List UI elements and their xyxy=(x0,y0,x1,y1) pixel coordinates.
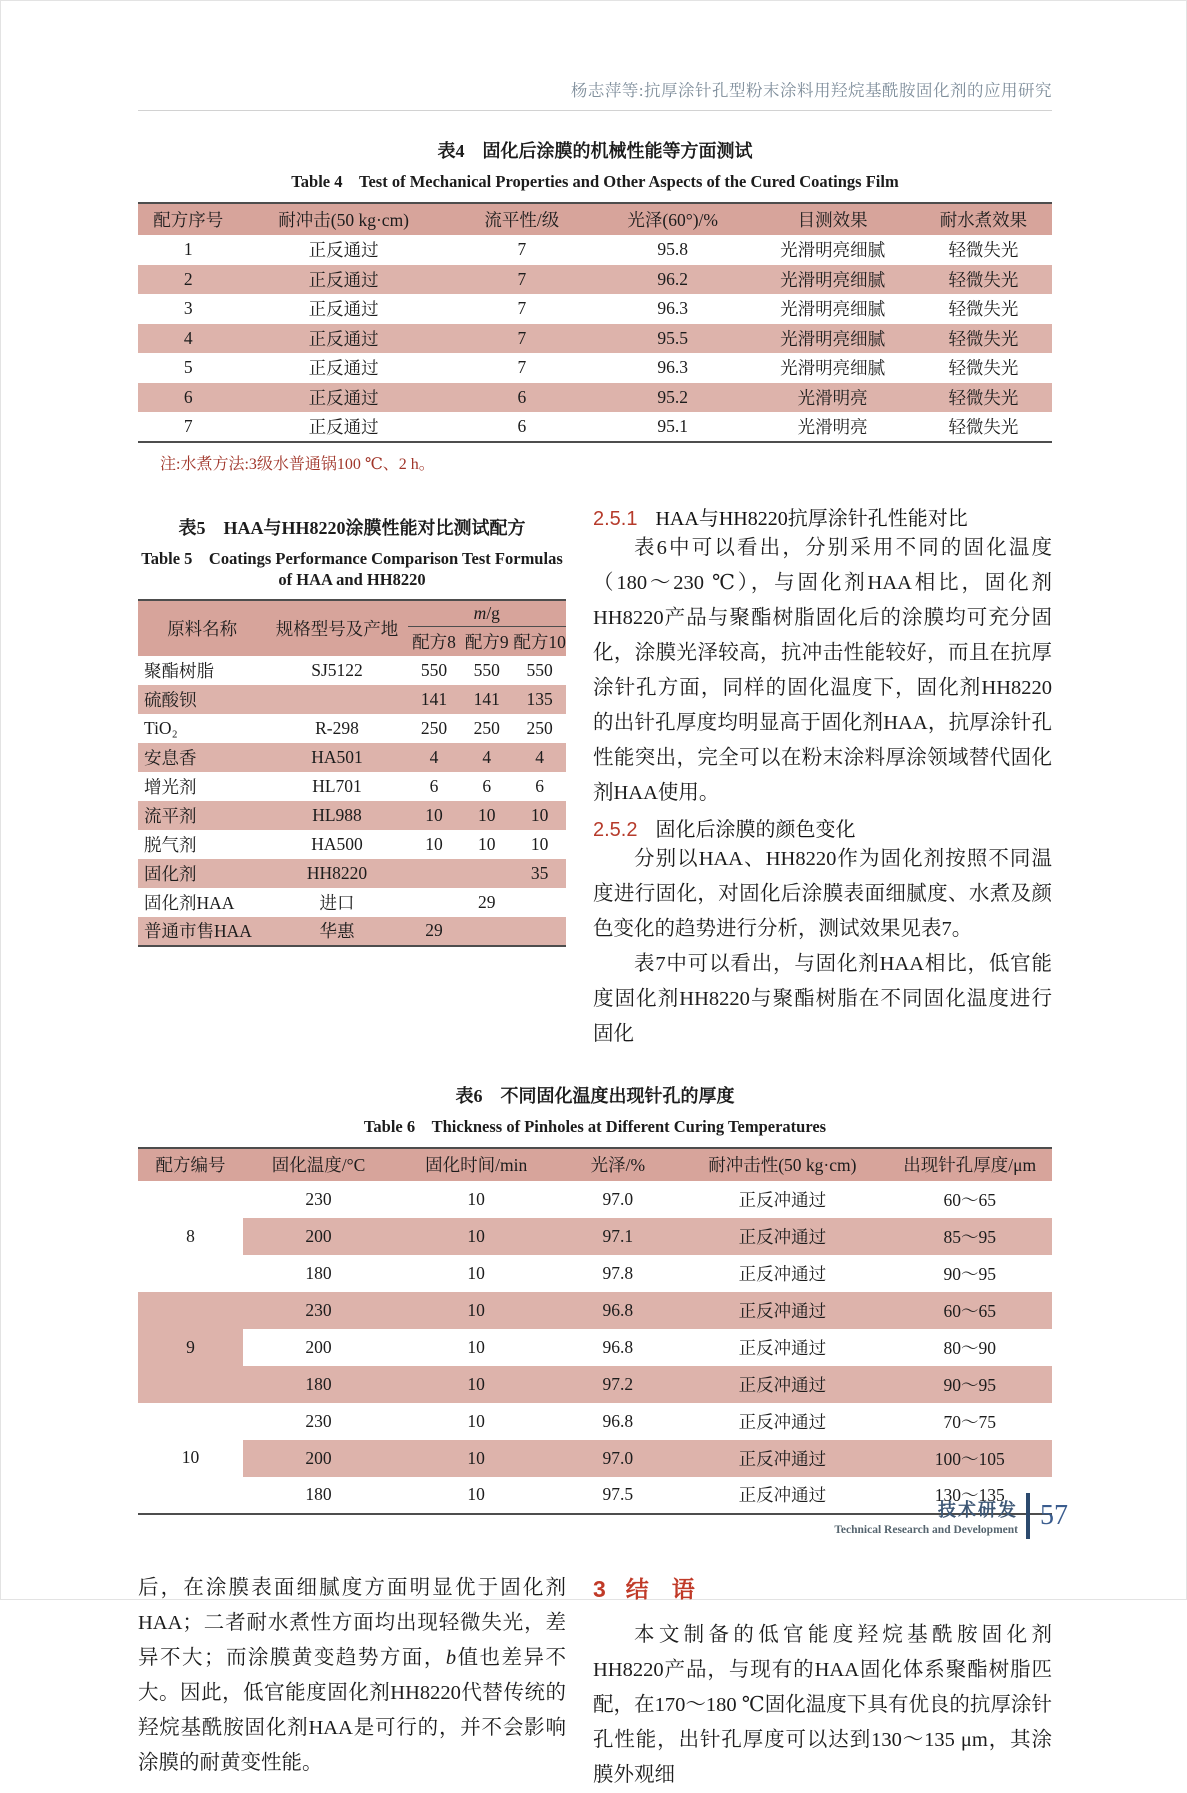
table-cell: 250 xyxy=(526,717,553,738)
table-cell: 60～65 xyxy=(887,1292,1052,1329)
table6-header xyxy=(138,1148,1052,1181)
table-cell: 95.5 xyxy=(595,324,750,354)
column-header: 出现针孔厚度/μm xyxy=(887,1148,1052,1181)
table-cell: 正反冲通过 xyxy=(677,1440,887,1477)
table-cell: 正反通过 xyxy=(308,416,379,437)
table-row xyxy=(138,412,1052,442)
table-cell: 7 xyxy=(517,357,527,378)
table-row xyxy=(138,656,566,685)
table-cell: 光滑明亮 xyxy=(750,383,915,413)
table-cell: 85～95 xyxy=(887,1218,1052,1255)
bottom-right-column xyxy=(593,1571,1052,1793)
b-value-symbol: b xyxy=(445,1646,457,1669)
table-cell: 正反通过 xyxy=(239,265,449,295)
table-cell: 10 xyxy=(394,1366,559,1403)
left-column xyxy=(138,500,566,1052)
table-cell: 6 xyxy=(449,383,595,413)
table-cell: 7 xyxy=(449,324,595,354)
table-row xyxy=(138,888,566,917)
table-cell: 60～65 xyxy=(943,1189,996,1210)
table-header-row xyxy=(138,203,1052,235)
section-2-5-2-paragraph-1: 分别以HAA、HH8220作为固化剂按照不同温度进行固化，对固化后涂膜表面细腻度、水煮及颜色变化的趋势进行分析，测试效果见表7。 xyxy=(593,847,1052,940)
table-cell: 180 xyxy=(305,1484,332,1504)
table-cell: 正反通过 xyxy=(308,358,379,379)
table-row xyxy=(138,1292,1052,1329)
bottom-left-column xyxy=(138,1571,566,1793)
table4-title-zh: 表4 固化后涂膜的机械性能等方面测试 xyxy=(437,141,753,161)
table-cell: 200 xyxy=(243,1440,394,1477)
table-cell: 正反冲通过 xyxy=(738,1411,827,1432)
table-cell: 250 xyxy=(420,717,448,738)
section-title: 结 语 xyxy=(625,1575,695,1602)
section-number: 3 xyxy=(593,1575,606,1602)
table5-body xyxy=(138,656,566,946)
table-cell: 96.8 xyxy=(602,1336,634,1357)
column-header: 配方序号 xyxy=(138,203,239,235)
paragraph-text: 值也差异不大。因此，低官能度固化剂HH8220代替传统的羟烷基酰胺固化剂HAA是可行的，并不会影响涂膜的耐黄变性能。 xyxy=(138,1646,567,1774)
mass-symbol: m xyxy=(473,602,487,623)
table-cell: 光滑明亮细腻 xyxy=(750,265,915,295)
table-cell: 10 xyxy=(460,801,513,830)
table-cell: TiO₂ xyxy=(144,717,178,738)
table-cell: 100～105 xyxy=(887,1440,1052,1477)
column-header: 光泽(60°)/% xyxy=(595,203,750,235)
table-cell: 7 xyxy=(449,265,595,295)
table4-section xyxy=(138,137,1052,474)
table-cell: 230 xyxy=(243,1292,394,1329)
table-row xyxy=(138,859,566,888)
table-cell xyxy=(408,859,461,888)
table-cell: 轻微失光 xyxy=(915,265,1052,295)
table-cell: 550 xyxy=(420,659,448,680)
table-cell: 6 xyxy=(535,775,544,796)
table-cell: 固化剂HAA xyxy=(144,892,235,913)
column-header: 配方10 xyxy=(513,627,566,656)
table-cell: 正反冲通过 xyxy=(677,1292,887,1329)
table-row xyxy=(138,1403,1052,1440)
table-cell: 10 xyxy=(530,833,549,854)
table4 xyxy=(138,202,1052,443)
table-cell: 250 xyxy=(473,717,500,738)
table-cell: 4 xyxy=(460,743,513,772)
table4-note: 注:水煮方法:3级水普通锅100 ℃、2 h。 xyxy=(160,455,435,473)
table6-title-en: Table 6 Thickness of Pinholes at Different Curing Temperatures xyxy=(363,1116,827,1136)
column-header: 流平性/级 xyxy=(449,203,595,235)
table-cell: 脱气剂 xyxy=(144,834,197,855)
table-cell: 正反冲通过 xyxy=(738,1485,827,1505)
table-cell: 10 xyxy=(513,801,566,830)
table-cell xyxy=(408,888,461,917)
table-cell: 10 xyxy=(394,1292,559,1329)
table-cell: 200 xyxy=(305,1336,332,1357)
table-cell: 10 xyxy=(394,1440,559,1477)
section-number: 2.5.2 xyxy=(593,818,638,841)
table-row xyxy=(138,801,566,830)
table-cell: 轻微失光 xyxy=(948,299,1019,320)
column-header: 目测效果 xyxy=(750,203,915,235)
table-row xyxy=(138,383,1052,413)
table-cell: 10 xyxy=(467,1336,485,1357)
table4-body xyxy=(138,235,1052,442)
table-row xyxy=(138,353,1052,383)
table-row xyxy=(138,714,566,743)
section-2-5-1-paragraph: 表6中可以看出，分别采用不同的固化温度（180～230 ℃），与固化剂HAA相比，固化剂HH8220产品与聚酯树脂固化后的涂膜均可充分固化，涂膜光泽较高，抗冲击性能较好，而且在抗厚涂针孔方面，同样的固化温度下，固化剂HH8220的出针孔厚度均明显高于固化剂HAA，抗厚涂针孔性能突出，完全可以在粉末涂料厚涂领域替代固化剂HAA使用。 xyxy=(593,536,1052,804)
table-cell: 97.5 xyxy=(602,1484,634,1504)
footer-section-label-en: Technical Research and Development xyxy=(834,1524,1018,1536)
column-header: 原料名称 xyxy=(138,600,266,656)
table-cell: 正反通过 xyxy=(308,240,379,261)
table-cell: 70～75 xyxy=(943,1411,996,1432)
table-cell: 29 xyxy=(408,917,461,946)
table-cell: 轻微失光 xyxy=(948,358,1019,379)
column-header: 耐水煮效果 xyxy=(915,203,1052,235)
table4-title-en: Table 4 Test of Mechanical Properties and Other Aspects of the Cured Coatings Film xyxy=(291,172,899,191)
table-cell: 正反通过 xyxy=(239,324,449,354)
table-cell xyxy=(460,917,513,946)
table-row xyxy=(138,743,566,772)
table-cell: 轻微失光 xyxy=(948,416,1019,437)
table-cell xyxy=(266,685,407,714)
table-cell: 光滑明亮细腻 xyxy=(780,358,886,379)
table-cell: 轻微失光 xyxy=(915,324,1052,354)
column-group-header xyxy=(408,600,566,627)
table-cell: 正反冲通过 xyxy=(738,1337,827,1358)
table-cell: 97.2 xyxy=(558,1366,677,1403)
table-cell: 光滑明亮细腻 xyxy=(750,324,915,354)
table-cell: 200 xyxy=(243,1218,394,1255)
table-cell: 硫酸钡 xyxy=(138,685,266,714)
table-cell: 正反冲通过 xyxy=(738,1263,827,1284)
table-cell: 聚酯树脂 xyxy=(144,660,214,681)
right-column xyxy=(593,500,1052,1052)
table-cell: 29 xyxy=(478,891,496,912)
table-cell: 10 xyxy=(467,1410,485,1431)
footer-divider xyxy=(1026,1493,1030,1539)
table-cell: 96.3 xyxy=(657,298,688,319)
table-cell: 97.1 xyxy=(558,1218,677,1255)
table-cell: 180 xyxy=(305,1262,332,1283)
table-cell: 141 xyxy=(460,685,513,714)
table-row xyxy=(138,265,1052,295)
table-cell xyxy=(513,917,566,946)
table-cell: SJ5122 xyxy=(311,659,363,680)
section-number: 2.5.1 xyxy=(593,507,638,530)
formula-number-cell: 10 xyxy=(138,1403,243,1514)
table-cell: 550 xyxy=(473,659,500,680)
column-header: 配方8 xyxy=(408,627,461,656)
table-cell: 轻微失光 xyxy=(915,383,1052,413)
column-header: 配方编号 xyxy=(138,1148,243,1181)
table-row xyxy=(138,1440,1052,1477)
table-cell: 7 xyxy=(517,298,527,319)
table-cell: 光滑明亮 xyxy=(797,416,868,437)
table-row xyxy=(138,235,1052,265)
table-row xyxy=(138,1255,1052,1292)
table-cell: 2 xyxy=(138,265,239,295)
table-cell: 10 xyxy=(467,1262,485,1283)
table-cell: 97.0 xyxy=(602,1188,634,1209)
table-row xyxy=(138,772,566,801)
table-cell: 正反通过 xyxy=(308,299,379,320)
table-cell: 96.8 xyxy=(602,1410,634,1431)
table-cell: 光滑明亮细腻 xyxy=(780,299,886,320)
section-2-5-2-paragraph-2: 表7中可以看出，与固化剂HAA相比，低官能度固化剂HH8220与聚酯树脂在不同固化温度进行固化 xyxy=(593,952,1052,1045)
column-header: 固化温度/°C xyxy=(243,1148,394,1181)
table-cell: 10 xyxy=(394,1218,559,1255)
table-cell: 1 xyxy=(183,239,193,260)
table6-body xyxy=(138,1181,1052,1514)
table-cell: 普通市售HAA xyxy=(138,917,266,946)
table-cell: 正反冲通过 xyxy=(677,1218,887,1255)
table-row xyxy=(138,685,566,714)
table-cell: 增光剂 xyxy=(144,776,197,797)
section-2-5-1-heading xyxy=(593,502,1052,531)
table-cell: 97.8 xyxy=(602,1262,634,1283)
table-row xyxy=(138,1218,1052,1255)
table-cell: 5 xyxy=(183,357,193,378)
section-title: HAA与HH8220抗厚涂针孔性能对比 xyxy=(655,507,968,530)
table-cell: 96.2 xyxy=(595,265,750,295)
table-cell: 95.1 xyxy=(657,415,688,436)
table-cell: 141 xyxy=(408,685,461,714)
table-cell: HA501 xyxy=(266,743,407,772)
table-cell: 正反冲通过 xyxy=(677,1366,887,1403)
footer-section-label-zh: 技术研发 xyxy=(938,1500,1018,1520)
table-cell: R-298 xyxy=(315,717,359,738)
table-row xyxy=(138,830,566,859)
table6 xyxy=(138,1147,1052,1515)
column-header: 耐冲击(50 kg·cm) xyxy=(239,203,449,235)
table-cell: 4 xyxy=(138,324,239,354)
table-cell: HL988 xyxy=(266,801,407,830)
table-cell: 90～95 xyxy=(943,1263,996,1284)
table-row xyxy=(138,1329,1052,1366)
running-head: 杨志萍等:抗厚涂针孔型粉末涂料用羟烷基酰胺固化剂的应用研究 xyxy=(570,81,1052,100)
table6-section xyxy=(138,1082,1052,1515)
table-cell: 10 xyxy=(408,801,461,830)
table-cell: 7 xyxy=(183,415,193,436)
table-cell: 6 xyxy=(138,383,239,413)
table-cell: 正反冲通过 xyxy=(738,1189,827,1210)
table-cell: 轻微失光 xyxy=(948,240,1019,261)
conclusion-paragraph: 本文制备的低官能度羟烷基酰胺固化剂HH8220产品，与现有的HAA固化体系聚酯树脂匹配，在170～180 ℃固化温度下具有优良的抗厚涂针孔性能，出针孔厚度可以达到130～135 μm，其涂膜外观细 xyxy=(593,1623,1052,1786)
table4-header xyxy=(138,203,1052,235)
table-row xyxy=(138,1366,1052,1403)
table5-title-en-line2: of HAA and HH8220 xyxy=(278,569,426,589)
table-cell: 80～90 xyxy=(943,1337,996,1358)
table-cell: 95.8 xyxy=(657,239,688,260)
paragraph-text: 后，在涂膜表面细腻度方面明显优于固化剂HAA；二者耐水煮性方面均出现轻微失光，差异不大；而涂膜黄变趋势方面， xyxy=(138,1576,566,1669)
table-cell: 230 xyxy=(305,1410,332,1431)
table-cell: 光滑明亮细腻 xyxy=(780,240,886,261)
column-header: 光泽/% xyxy=(558,1148,677,1181)
table-cell: 96.3 xyxy=(657,357,688,378)
table-row xyxy=(138,1181,1052,1218)
table-cell xyxy=(513,888,566,917)
column-header: 规格型号及产地 xyxy=(266,600,407,656)
table-cell: 135 xyxy=(513,685,566,714)
table-cell: 95.2 xyxy=(595,383,750,413)
table-cell: 流平剂 xyxy=(138,801,266,830)
table-cell: 10 xyxy=(425,833,443,854)
table5-title-zh: 表5 HAA与HH8220涂膜性能对比测试配方 xyxy=(178,517,526,538)
mass-unit: /g xyxy=(486,602,500,623)
table-cell: 230 xyxy=(305,1188,332,1209)
section-title: 固化后涂膜的颜色变化 xyxy=(655,818,856,841)
table-cell: 10 xyxy=(478,833,496,854)
table-cell: 固化剂 xyxy=(138,859,266,888)
table-cell: 10 xyxy=(467,1484,485,1504)
table-row xyxy=(138,324,1052,354)
table-cell: 6 xyxy=(429,775,439,796)
table-cell: 96.8 xyxy=(558,1292,677,1329)
table-header-row xyxy=(138,1148,1052,1181)
table-cell: 90～95 xyxy=(887,1366,1052,1403)
table-cell: 安息香 xyxy=(138,743,266,772)
table-cell: 550 xyxy=(526,659,553,680)
continuation-paragraph xyxy=(138,1571,566,1781)
header-rule xyxy=(138,110,1052,111)
table-cell: 正反通过 xyxy=(239,383,449,413)
table5-header xyxy=(138,600,566,656)
conclusion-heading xyxy=(593,1571,1052,1604)
table-cell: 180 xyxy=(243,1366,394,1403)
table-cell: 6 xyxy=(517,415,527,436)
column-header: 耐冲击性(50 kg·cm) xyxy=(677,1148,887,1181)
table-cell: 35 xyxy=(513,859,566,888)
table6-title-zh: 表6 不同固化温度出现针孔的厚度 xyxy=(455,1085,735,1106)
table-cell: HH8220 xyxy=(266,859,407,888)
table-row xyxy=(138,917,566,946)
page-footer xyxy=(834,1493,1068,1539)
table-cell: 7 xyxy=(517,239,527,260)
table-cell: 华惠 xyxy=(266,917,407,946)
table-header-row xyxy=(138,600,566,627)
footer-labels xyxy=(834,1496,1018,1536)
table-cell: 130～135 xyxy=(934,1485,1005,1505)
table-cell: 3 xyxy=(183,298,193,319)
formula-number-cell: 9 xyxy=(138,1292,243,1403)
table-row xyxy=(138,294,1052,324)
section-2-5-2-heading xyxy=(593,813,1052,842)
table-cell: 6 xyxy=(482,775,492,796)
table-cell xyxy=(460,859,513,888)
column-header: 配方9 xyxy=(460,627,513,656)
page-number: 57 xyxy=(1040,1500,1068,1531)
table-cell: 4 xyxy=(513,743,566,772)
table-cell: 进口 xyxy=(319,892,355,913)
table-cell: 10 xyxy=(467,1188,485,1209)
table5 xyxy=(138,599,566,947)
table-cell: HA500 xyxy=(311,833,363,854)
table-cell: HL701 xyxy=(312,775,362,796)
column-header: 固化时间/min xyxy=(394,1148,559,1181)
table-cell: 97.0 xyxy=(558,1440,677,1477)
formula-number-cell: 8 xyxy=(138,1181,243,1292)
table5-title-en-line1: Table 5 Coatings Performance Comparison Test Formulas xyxy=(141,548,563,568)
table-cell: 4 xyxy=(408,743,461,772)
